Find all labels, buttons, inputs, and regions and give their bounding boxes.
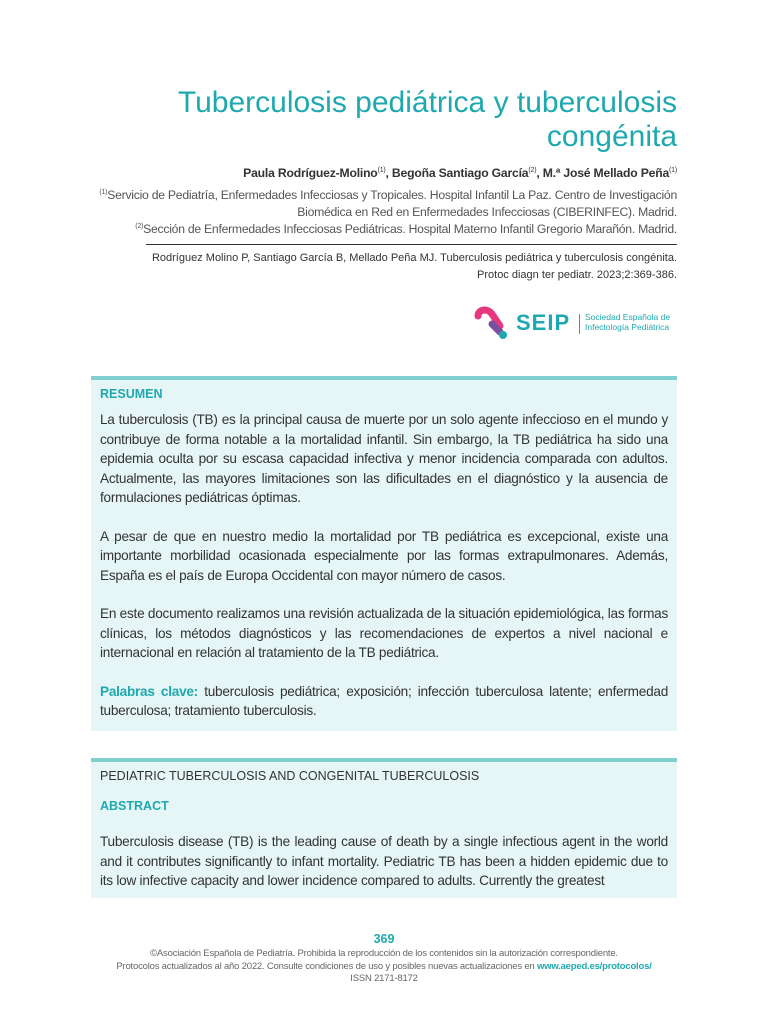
logo-separator xyxy=(579,314,580,334)
logo-acronym: SEIP xyxy=(516,310,571,335)
resumen-heading: RESUMEN xyxy=(100,387,163,401)
affiliation-ref: (2) xyxy=(135,223,144,230)
seip-logo-mark-icon xyxy=(474,306,510,342)
seip-logo xyxy=(474,306,679,342)
resumen-box xyxy=(91,376,677,731)
author-name: Begoña Santiago García xyxy=(391,166,529,180)
keywords xyxy=(100,682,668,721)
author-ref: (1) xyxy=(377,166,386,174)
english-title: PEDIATRIC TUBERCULOSIS AND CONGENITAL TUBERCULOSIS xyxy=(100,769,480,783)
logo-society-name xyxy=(585,312,685,332)
update-line xyxy=(0,961,768,974)
author-name: M.ª José Mellado Peña xyxy=(542,166,670,180)
header-divider xyxy=(146,244,677,245)
author-ref: (2) xyxy=(528,166,537,174)
resumen-paragraph: A pesar de que en nuestro medio la mortalidad por TB pediátrica es excepcional, existe una importante morbilidad ocasionada especialmente por las formas extrapulmonares. Además, España es el país de Europa Occidental con mayor número de casos. xyxy=(100,528,668,583)
citation-line: Rodríguez Molino P, Santiago García B, Mellado Peña MJ. Tuberculosis pediátrica y tuberculosis congénita. xyxy=(151,252,677,264)
page-footer xyxy=(0,948,768,986)
citation-line: Protoc diagn ter pediatr. 2023;2:369-386. xyxy=(477,269,677,281)
protocols-link[interactable]: www.aeped.es/protocolos/ xyxy=(536,960,652,972)
author-ref: (1) xyxy=(669,166,677,174)
citation xyxy=(117,250,677,284)
affiliation-ref: (1) xyxy=(99,189,108,196)
update-text: Protocolos actualizados al año 2022. Consulte condiciones de uso y posibles nuevas actualizaciones en xyxy=(116,960,537,972)
article-title: Tuberculosis pediátrica y tuberculosis congénita xyxy=(177,86,677,153)
abstract-box xyxy=(91,758,677,898)
abstract-heading: ABSTRACT xyxy=(100,799,169,813)
keywords-label: Palabras clave: xyxy=(100,683,198,699)
author-list: Paula Rodríguez-Molino$^{(1)}$, Begoña Santiago García$^{(2)}$, M.ª José Mellado Peña$^{(1)}$ xyxy=(243,166,677,180)
keywords-text: tuberculosis pediátrica; exposición; infección tuberculosa latente; enfermedad tuberculosa; tratamiento tuberculosis. xyxy=(100,683,669,718)
affiliation-text: Servicio de Pediatría, Enfermedades Infecciosas y Tropicales. Hospital Infantil La Paz. Centro de Investigación Biomédica en Red en Enfermedades Infecciosas (CIBERINFEC). Madrid. xyxy=(107,188,677,220)
copyright-line: ©Asociación Española de Pediatría. Prohibida la reproducción de los contenidos sin la autorización correspondiente. xyxy=(150,948,618,959)
affiliation xyxy=(77,218,677,238)
abstract-paragraph: Tuberculosis disease (TB) is the leading cause of death by a single infectious agent in the world and it contributes significantly to infant mortality. Pediatric TB has been a hidden epidemic due to its low infective capacity and lower incidence compared to adults. Currently the greatest xyxy=(100,834,668,888)
resumen-paragraph: En este documento realizamos una revisión actualizada de la situación epidemiológica, las formas clínicas, los métodos diagnósticos y las recomendaciones de expertos a nivel nacional e internacional en relación al tratamiento de la TB pediátrica. xyxy=(100,606,668,660)
affiliation-text: Sección de Enfermedades Infecciosas Pediátricas. Hospital Materno Infantil Gregorio Marañón. Madrid. xyxy=(143,222,677,237)
logo-society-line: Sociedad Española de xyxy=(585,312,671,322)
affiliation xyxy=(77,184,677,221)
logo-society-line: Infectología Pediátrica xyxy=(585,322,670,332)
resumen-paragraph: La tuberculosis (TB) es la principal causa de muerte por un solo agente infeccioso en el mundo y contribuye de forma notable a la mortalidad infantil. Sin embargo, la TB pediátrica ha sido una epidemia oculta por su escasa capacidad infectiva y menor incidencia comparada con adultos. Actualmente, las mayores limitaciones son las dificultades en el diagnóstico y la ausencia de formulaciones pediátricas óptimas. xyxy=(100,412,668,505)
author-name: Paula Rodríguez-Molino xyxy=(243,166,378,180)
page-number: 369 xyxy=(373,932,395,946)
issn: ISSN 2171-8172 xyxy=(350,973,418,984)
